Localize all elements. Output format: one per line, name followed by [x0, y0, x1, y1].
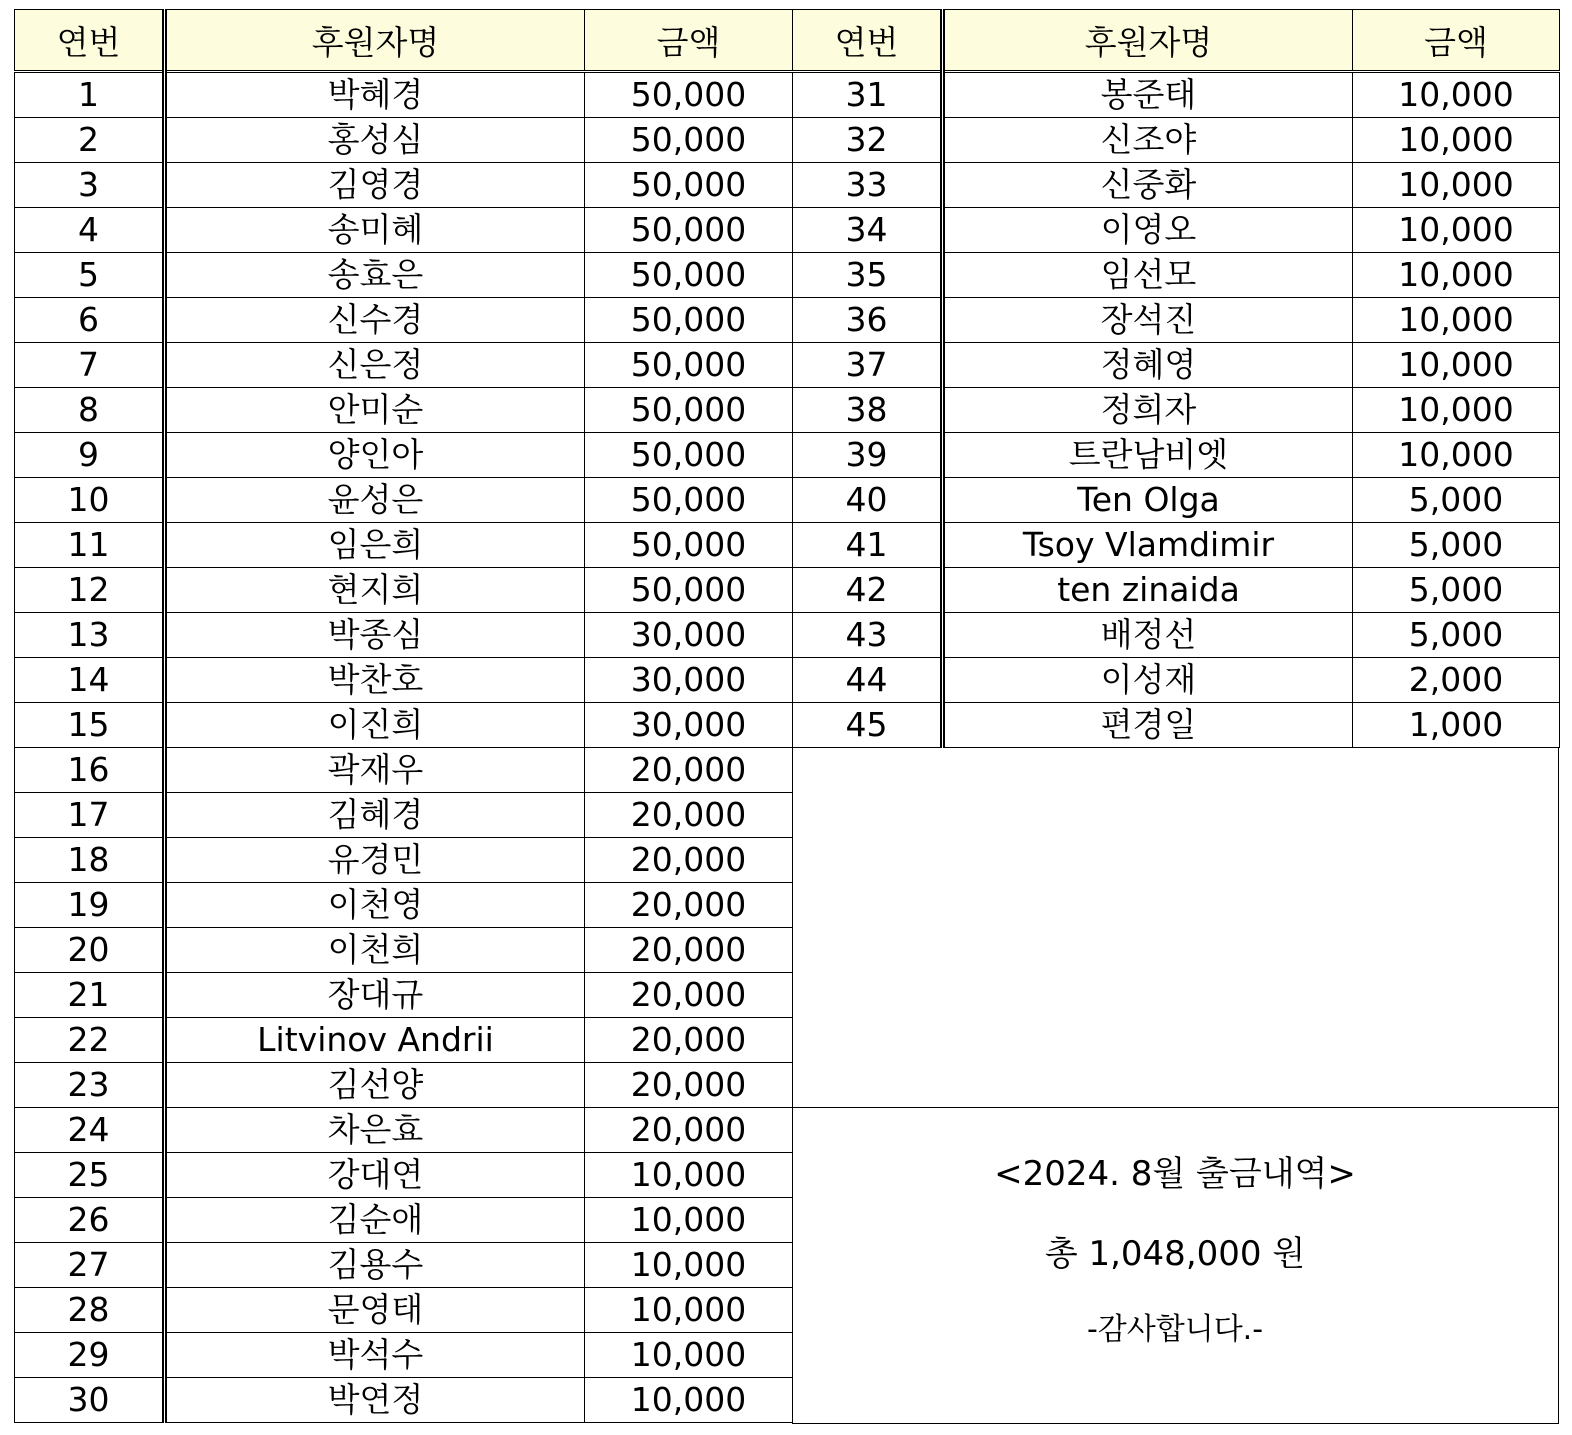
row-number: 11 — [15, 523, 165, 568]
row-number: 27 — [15, 1243, 165, 1288]
donor-name: 장대규 — [165, 973, 585, 1018]
table-row — [15, 613, 793, 658]
donor-name: 차은효 — [165, 1108, 585, 1153]
header-amount: 금액 — [1353, 10, 1560, 72]
table-row — [793, 163, 1560, 208]
donation-amount: 10,000 — [585, 1243, 793, 1288]
donation-amount: 50,000 — [585, 253, 793, 298]
donor-name: 홍성심 — [165, 118, 585, 163]
table-header-row — [15, 10, 793, 72]
donation-amount: 20,000 — [585, 748, 793, 793]
row-number: 21 — [15, 973, 165, 1018]
donation-amount: 20,000 — [585, 1063, 793, 1108]
table-row — [15, 298, 793, 343]
table-row — [15, 163, 793, 208]
table-row — [793, 343, 1560, 388]
table-row — [793, 208, 1560, 253]
donation-amount: 50,000 — [585, 118, 793, 163]
table-body-right — [793, 72, 1560, 748]
table-row — [793, 568, 1560, 613]
table-row — [15, 568, 793, 613]
row-number: 39 — [793, 433, 943, 478]
table-row — [15, 253, 793, 298]
table-row — [15, 1108, 793, 1153]
donor-name: 이천희 — [165, 928, 585, 973]
table-row — [15, 72, 793, 118]
donation-amount: 30,000 — [585, 613, 793, 658]
donation-amount: 10,000 — [1353, 343, 1560, 388]
donor-name: 이진희 — [165, 703, 585, 748]
row-number: 15 — [15, 703, 165, 748]
donation-amount: 50,000 — [585, 72, 793, 118]
donor-name: 문영태 — [165, 1288, 585, 1333]
donor-name: Litvinov Andrii — [165, 1018, 585, 1063]
donor-name: 김용수 — [165, 1243, 585, 1288]
row-number: 29 — [15, 1333, 165, 1378]
summary-total: 총 1,048,000 원 — [1044, 1234, 1306, 1274]
donor-name: 편경일 — [943, 703, 1353, 748]
donor-name: 김선양 — [165, 1063, 585, 1108]
donor-name: 배정선 — [943, 613, 1353, 658]
donor-name: 윤성은 — [165, 478, 585, 523]
donor-name: 김혜경 — [165, 793, 585, 838]
donor-name: 유경민 — [165, 838, 585, 883]
donor-name: 임선모 — [943, 253, 1353, 298]
donation-amount: 10,000 — [585, 1333, 793, 1378]
table-header-row — [793, 10, 1560, 72]
donor-name: 이천영 — [165, 883, 585, 928]
row-number: 25 — [15, 1153, 165, 1198]
summary-title: <2024. 8월 출금내역> — [994, 1154, 1356, 1194]
table-row — [793, 118, 1560, 163]
row-number: 6 — [15, 298, 165, 343]
donor-name: 이영오 — [943, 208, 1353, 253]
donation-amount: 10,000 — [1353, 208, 1560, 253]
header-donor-name: 후원자명 — [943, 10, 1353, 72]
row-number: 40 — [793, 478, 943, 523]
donor-name: 신수경 — [165, 298, 585, 343]
table-row — [793, 658, 1560, 703]
table-row — [15, 1243, 793, 1288]
donation-amount: 50,000 — [585, 163, 793, 208]
row-number: 8 — [15, 388, 165, 433]
donation-amount: 10,000 — [1353, 72, 1560, 118]
table-row — [15, 1153, 793, 1198]
row-number: 31 — [793, 72, 943, 118]
table-row — [15, 523, 793, 568]
donor-name: 김순애 — [165, 1198, 585, 1243]
row-number: 22 — [15, 1018, 165, 1063]
row-number: 10 — [15, 478, 165, 523]
donation-amount: 10,000 — [585, 1378, 793, 1423]
donor-name: 장석진 — [943, 298, 1353, 343]
row-number: 20 — [15, 928, 165, 973]
table-row — [15, 793, 793, 838]
donation-amount: 2,000 — [1353, 658, 1560, 703]
row-number: 36 — [793, 298, 943, 343]
donor-table-left — [14, 9, 793, 1423]
header-number: 연번 — [15, 10, 165, 72]
row-number: 19 — [15, 883, 165, 928]
donor-name: 봉준태 — [943, 72, 1353, 118]
donation-amount: 50,000 — [585, 208, 793, 253]
donor-name: 신은정 — [165, 343, 585, 388]
donation-amount: 50,000 — [585, 478, 793, 523]
row-number: 41 — [793, 523, 943, 568]
row-number: 38 — [793, 388, 943, 433]
donor-name: 이성재 — [943, 658, 1353, 703]
table-row — [15, 838, 793, 883]
table-row — [15, 658, 793, 703]
donation-amount: 50,000 — [585, 388, 793, 433]
row-number: 44 — [793, 658, 943, 703]
table-row — [793, 613, 1560, 658]
table-row — [15, 1063, 793, 1108]
donor-name: Tsoy Vlamdimir — [943, 523, 1353, 568]
table-row — [15, 1288, 793, 1333]
table-row — [15, 928, 793, 973]
row-number: 14 — [15, 658, 165, 703]
table-row — [15, 478, 793, 523]
table-row — [15, 748, 793, 793]
table-row — [15, 118, 793, 163]
donor-name: 박연정 — [165, 1378, 585, 1423]
table-row — [793, 433, 1560, 478]
donation-amount: 30,000 — [585, 703, 793, 748]
donation-amount: 5,000 — [1353, 523, 1560, 568]
row-number: 32 — [793, 118, 943, 163]
row-number: 28 — [15, 1288, 165, 1333]
donor-name: Ten Olga — [943, 478, 1353, 523]
donation-amount: 20,000 — [585, 1108, 793, 1153]
donor-name: 정희자 — [943, 388, 1353, 433]
donor-name: 박석수 — [165, 1333, 585, 1378]
table-row — [15, 208, 793, 253]
row-number: 9 — [15, 433, 165, 478]
table-row — [15, 973, 793, 1018]
table-row — [15, 343, 793, 388]
row-number: 1 — [15, 72, 165, 118]
donation-amount: 10,000 — [1353, 118, 1560, 163]
donor-name: 곽재우 — [165, 748, 585, 793]
table-row — [15, 1378, 793, 1423]
row-number: 24 — [15, 1108, 165, 1153]
table-row — [15, 1018, 793, 1063]
table-row — [793, 298, 1560, 343]
header-number: 연번 — [793, 10, 943, 72]
row-number: 7 — [15, 343, 165, 388]
donation-amount: 5,000 — [1353, 478, 1560, 523]
donor-name: 송효은 — [165, 253, 585, 298]
row-number: 4 — [15, 208, 165, 253]
donation-amount: 20,000 — [585, 838, 793, 883]
donation-amount: 10,000 — [585, 1153, 793, 1198]
row-number: 42 — [793, 568, 943, 613]
donation-amount: 10,000 — [585, 1288, 793, 1333]
donor-name: 박찬호 — [165, 658, 585, 703]
donor-name: 김영경 — [165, 163, 585, 208]
summary-thanks: -감사합니다.- — [1086, 1312, 1264, 1347]
donation-amount: 10,000 — [1353, 298, 1560, 343]
donation-amount: 5,000 — [1353, 613, 1560, 658]
donation-amount: 1,000 — [1353, 703, 1560, 748]
donation-amount: 10,000 — [1353, 388, 1560, 433]
row-number: 43 — [793, 613, 943, 658]
row-number: 23 — [15, 1063, 165, 1108]
table-row — [793, 388, 1560, 433]
table-row — [793, 703, 1560, 748]
donation-amount: 30,000 — [585, 658, 793, 703]
donation-amount: 10,000 — [1353, 253, 1560, 298]
donation-amount: 20,000 — [585, 883, 793, 928]
header-donor-name: 후원자명 — [165, 10, 585, 72]
summary-box — [792, 1108, 1559, 1424]
table-row — [15, 388, 793, 433]
donation-amount: 20,000 — [585, 928, 793, 973]
table-row — [793, 253, 1560, 298]
donor-name: 신중화 — [943, 163, 1353, 208]
row-number: 5 — [15, 253, 165, 298]
donor-name: 임은희 — [165, 523, 585, 568]
table-row — [793, 478, 1560, 523]
table-row — [15, 433, 793, 478]
row-number: 30 — [15, 1378, 165, 1423]
donation-amount: 10,000 — [1353, 163, 1560, 208]
row-number: 33 — [793, 163, 943, 208]
table-row — [15, 883, 793, 928]
donor-name: 양인아 — [165, 433, 585, 478]
donation-amount: 50,000 — [585, 298, 793, 343]
donor-name: 송미혜 — [165, 208, 585, 253]
donation-amount: 20,000 — [585, 793, 793, 838]
donation-amount: 50,000 — [585, 523, 793, 568]
donation-amount: 20,000 — [585, 973, 793, 1018]
table-row — [793, 72, 1560, 118]
table-row — [15, 1198, 793, 1243]
table-row — [15, 1333, 793, 1378]
donation-amount: 50,000 — [585, 343, 793, 388]
donor-name: 정혜영 — [943, 343, 1353, 388]
row-number: 34 — [793, 208, 943, 253]
donation-amount: 20,000 — [585, 1018, 793, 1063]
donor-name: 안미순 — [165, 388, 585, 433]
donor-name: 현지희 — [165, 568, 585, 613]
table-row — [15, 703, 793, 748]
empty-area — [792, 748, 1559, 1108]
table-row — [793, 523, 1560, 568]
row-number: 45 — [793, 703, 943, 748]
donor-name: 박종심 — [165, 613, 585, 658]
row-number: 17 — [15, 793, 165, 838]
row-number: 18 — [15, 838, 165, 883]
donation-amount: 10,000 — [585, 1198, 793, 1243]
donor-name: 트란남비엣 — [943, 433, 1353, 478]
row-number: 16 — [15, 748, 165, 793]
donor-table-right — [792, 9, 1560, 748]
row-number: 26 — [15, 1198, 165, 1243]
row-number: 3 — [15, 163, 165, 208]
row-number: 35 — [793, 253, 943, 298]
donation-amount: 5,000 — [1353, 568, 1560, 613]
row-number: 2 — [15, 118, 165, 163]
row-number: 13 — [15, 613, 165, 658]
table-body-left — [15, 72, 793, 1423]
donor-name: 박혜경 — [165, 72, 585, 118]
header-amount: 금액 — [585, 10, 793, 72]
donor-name: 강대연 — [165, 1153, 585, 1198]
donation-amount: 50,000 — [585, 568, 793, 613]
donor-name: 신조야 — [943, 118, 1353, 163]
donor-name: ten zinaida — [943, 568, 1353, 613]
row-number: 12 — [15, 568, 165, 613]
row-number: 37 — [793, 343, 943, 388]
donation-amount: 10,000 — [1353, 433, 1560, 478]
donation-amount: 50,000 — [585, 433, 793, 478]
